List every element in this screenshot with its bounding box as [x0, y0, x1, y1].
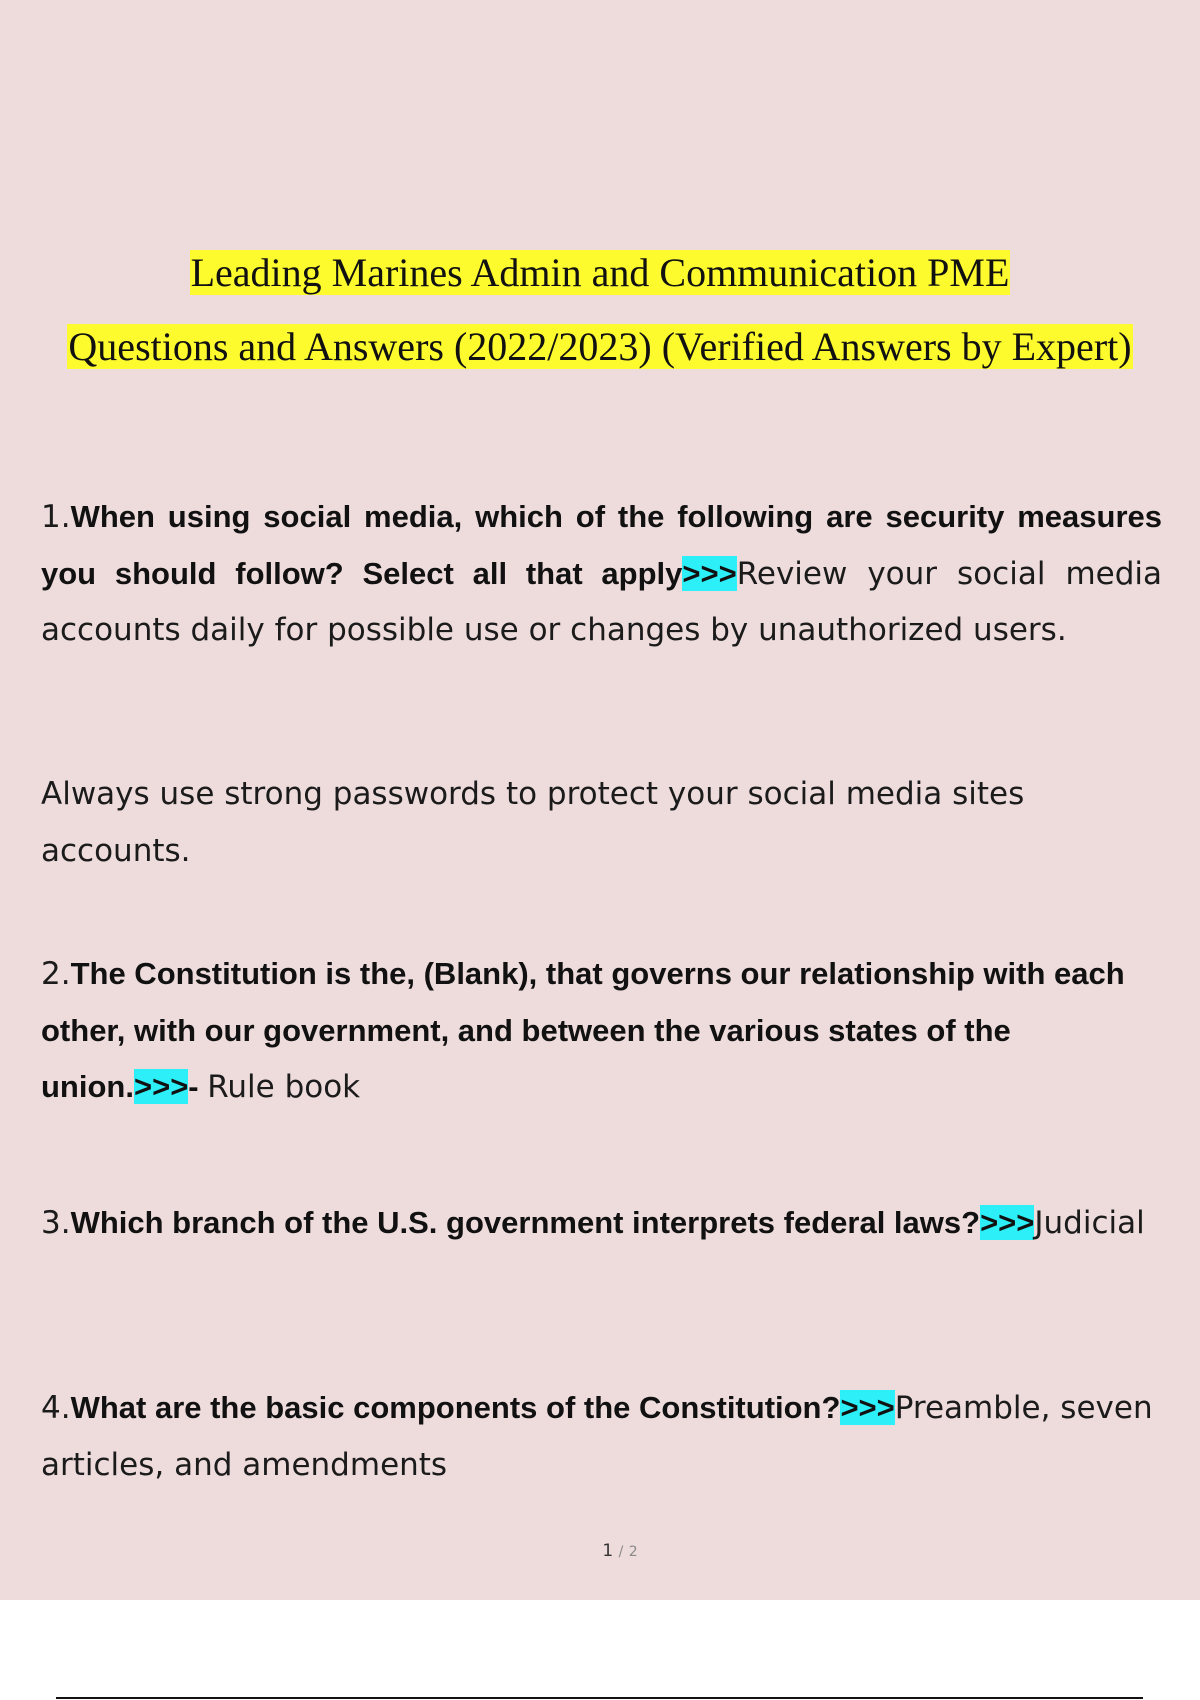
item-number: 3. [41, 1205, 71, 1241]
answer-text: Review your social media accounts daily for possible use or changes by unauthorized users. [41, 555, 1163, 648]
answer-marker: >>> [980, 1205, 1035, 1240]
title-line-1-text: Leading Marines Admin and Communication PME [190, 250, 1010, 295]
question-text: When using social media, which of the following are security measures you should follow? Select all that apply [41, 499, 1162, 591]
qa-item-1 [41, 489, 1162, 659]
question-text: What are the basic components of the Constitution? [70, 1390, 841, 1425]
title-line-2-text: Questions and Answers (2022/2023) (Verified Answers by Expert) [68, 324, 1132, 369]
item-number: 1. [41, 499, 71, 535]
page-indicator [0, 1541, 1200, 1561]
item-number: 2. [41, 956, 71, 992]
answer-dash: - [188, 1069, 208, 1104]
answer-marker: >>> [682, 555, 737, 591]
qa-item-1-extra-answer [41, 766, 1162, 879]
answer-marker: >>> [133, 1069, 189, 1104]
answer-marker: >>> [840, 1390, 895, 1425]
answer-text: Preamble, seven articles, and amendments [41, 1390, 1153, 1483]
qa-item-4 [41, 1380, 1162, 1493]
current-page: 1 [602, 1541, 614, 1561]
page-separator: / [618, 1544, 624, 1560]
answer-text: Rule book [207, 1069, 361, 1105]
bottom-divider [56, 1697, 1143, 1699]
qa-item-3 [41, 1195, 1191, 1251]
document-title [0, 236, 1200, 384]
title-line-1 [0, 236, 1200, 310]
qa-item-2 [41, 946, 1162, 1116]
question-text: Which branch of the U.S. government interprets federal laws? [70, 1205, 981, 1240]
total-pages: 2 [628, 1544, 638, 1560]
item-number: 4. [41, 1390, 71, 1426]
question-text: The Constitution is the, (Blank), that governs our relationship with each other, with our government, and between the various states of the union. [41, 956, 1125, 1104]
answer-text: Judicial [1034, 1205, 1145, 1241]
answer-text-extra: Always use strong passwords to protect your social media sites accounts. [41, 776, 1025, 869]
title-line-2 [0, 310, 1200, 384]
